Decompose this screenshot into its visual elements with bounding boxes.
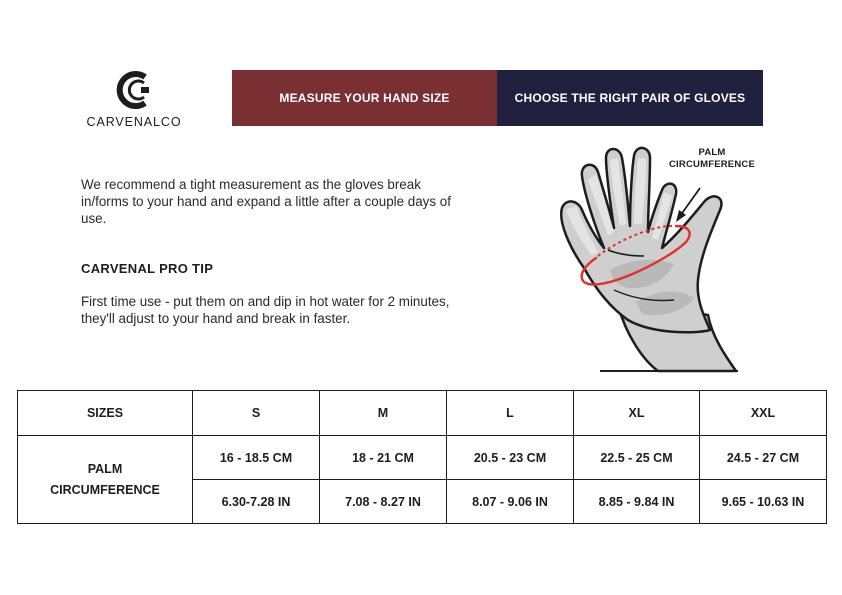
hand-illustration-icon xyxy=(548,140,768,376)
cm-cell-m: 18 - 21 CM xyxy=(320,436,447,480)
in-cell-m: 7.08 - 8.27 IN xyxy=(320,480,447,524)
cm-cell-xl: 22.5 - 25 CM xyxy=(574,436,700,480)
intro-text: We recommend a tight measurement as the gloves break in/forms to your hand and expand a little after a couple days of use. xyxy=(81,177,451,226)
pro-tip-text: First time use - put them on and dip in hot water for 2 minutes, they'll adjust to your hand and break in faster. xyxy=(81,294,450,326)
tab-choose-gloves[interactable]: CHOOSE THE RIGHT PAIR OF GLOVES xyxy=(497,70,763,126)
size-header-m: M xyxy=(320,391,447,436)
in-cell-xl: 8.85 - 9.84 IN xyxy=(574,480,700,524)
row-label-line-1: PALM xyxy=(87,461,123,476)
row-label-palm-circumference xyxy=(18,436,193,524)
c-logo-icon xyxy=(111,68,155,112)
cm-cell-xxl: 24.5 - 27 CM xyxy=(700,436,827,480)
in-cell-l: 8.07 - 9.06 IN xyxy=(447,480,574,524)
cm-cell-l: 20.5 - 23 CM xyxy=(447,436,574,480)
brand-logo xyxy=(78,68,190,132)
guide-tabs xyxy=(232,70,763,126)
row-label-line-2: CIRCUMFERENCE xyxy=(50,482,160,497)
size-chart-table xyxy=(17,390,827,524)
tab-measure-hand-size[interactable]: MEASURE YOUR HAND SIZE xyxy=(232,70,497,126)
size-header-xxl: XXL xyxy=(700,391,827,436)
size-header-s: S xyxy=(193,391,320,436)
table-header-row xyxy=(18,391,827,436)
callout-line-1: PALM xyxy=(698,147,726,158)
pro-tip-title: CARVENAL PRO TIP xyxy=(81,261,214,276)
in-cell-xxl: 9.65 - 10.63 IN xyxy=(700,480,827,524)
table-row-cm xyxy=(18,436,827,480)
brand-name: CARVENALCO xyxy=(86,115,182,129)
table-header-sizes: SIZES xyxy=(18,391,193,436)
size-header-xl: XL xyxy=(574,391,700,436)
cm-cell-s: 16 - 18.5 CM xyxy=(193,436,320,480)
size-header-l: L xyxy=(447,391,574,436)
in-cell-s: 6.30-7.28 IN xyxy=(193,480,320,524)
palm-circumference-callout xyxy=(658,147,766,171)
callout-line-2: CIRCUMFERENCE xyxy=(669,159,755,170)
